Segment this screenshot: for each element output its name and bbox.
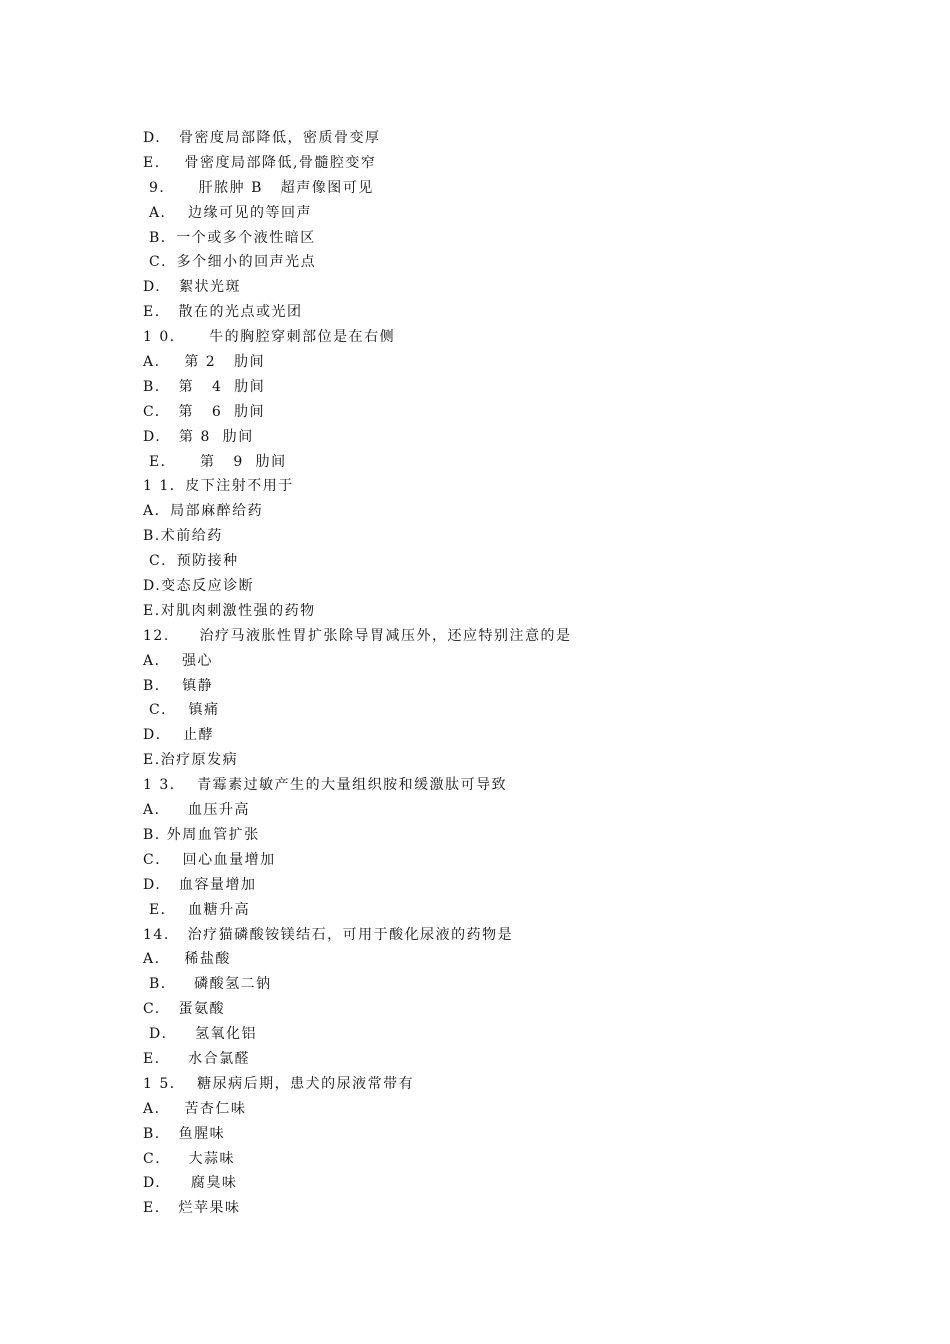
option-line: D． 止酵 bbox=[143, 727, 215, 744]
option-line: E.对肌肉刺激性强的药物 bbox=[143, 602, 316, 619]
option-line: C． 大蒜味 bbox=[143, 1150, 236, 1167]
option-line: B．一个或多个液性暗区 bbox=[143, 229, 316, 246]
option-line: D． 氢氧化铝 bbox=[143, 1026, 258, 1043]
option-line: B. 外周血管扩张 bbox=[143, 826, 260, 843]
option-line: C. 第 6 肋间 bbox=[143, 403, 266, 420]
question-list bbox=[143, 126, 843, 1221]
option-line: E. 骨密度局部降低,骨髓腔变窄 bbox=[143, 154, 377, 171]
option-line: E． 第 9 肋间 bbox=[143, 453, 287, 470]
option-line: A. 苦杏仁味 bbox=[143, 1100, 247, 1117]
option-line: A. 稀盐酸 bbox=[143, 951, 231, 968]
question-line: 1 0． 牛的胸腔穿刺部位是在右侧 bbox=[143, 329, 396, 346]
option-line: A. 第 2 肋间 bbox=[143, 354, 266, 371]
option-line: D. 骨密度局部降低，密质骨变厚 bbox=[143, 130, 381, 146]
option-line: D.变态反应诊断 bbox=[143, 578, 255, 595]
option-line: B. 鱼腥味 bbox=[143, 1125, 226, 1142]
option-line: E． 水合氯醛 bbox=[143, 1050, 251, 1067]
question-line: 12. 治疗马液胀性胃扩张除导胃减压外，还应特别注意的是 bbox=[143, 627, 572, 644]
option-line: D. 血容量增加 bbox=[143, 876, 257, 893]
option-line: B. 第 4 肋间 bbox=[143, 378, 266, 395]
option-line: B． 磷酸氢二钠 bbox=[143, 976, 272, 993]
option-line: D. 腐臭味 bbox=[143, 1175, 238, 1192]
option-line: C．多个细小的回声光点 bbox=[143, 254, 317, 271]
option-line: E.治疗原发病 bbox=[143, 752, 239, 769]
question-line: 1 1．皮下注射不用于 bbox=[143, 478, 294, 495]
option-line: C． 镇痛 bbox=[143, 702, 220, 719]
question-line: 1 5． 糖尿病后期，患犬的尿液常带有 bbox=[143, 1075, 415, 1092]
option-line: D. 第 8 肋间 bbox=[143, 428, 254, 445]
question-line: 1 3． 青霉素过敏产生的大量组织胺和缓激肽可导致 bbox=[143, 777, 508, 794]
option-line: A． 边缘可见的等回声 bbox=[143, 204, 312, 221]
option-line: C．预防接种 bbox=[143, 553, 239, 570]
option-line: E. 烂苹果味 bbox=[143, 1200, 241, 1217]
question-line: 9． 肝脓肿 B 超声像图可见 bbox=[143, 179, 374, 196]
option-line: A． 血压升高 bbox=[143, 802, 250, 819]
option-line: B.术前给药 bbox=[143, 528, 223, 545]
option-line: D. 絮状光斑 bbox=[143, 279, 242, 296]
option-line: C. 蛋氨酸 bbox=[143, 1001, 226, 1018]
option-line: C． 回心血量增加 bbox=[143, 851, 276, 868]
option-line: A． 强心 bbox=[143, 652, 214, 669]
option-line: E． 血糖升高 bbox=[143, 901, 251, 918]
option-line: A．局部麻醉给药 bbox=[143, 503, 264, 520]
question-line: 14. 治疗猫磷酸铵镁结石，可用于酸化尿液的药物是 bbox=[143, 926, 514, 943]
option-line: B． 镇静 bbox=[143, 677, 214, 694]
option-line: E. 散在的光点或光团 bbox=[143, 304, 303, 321]
